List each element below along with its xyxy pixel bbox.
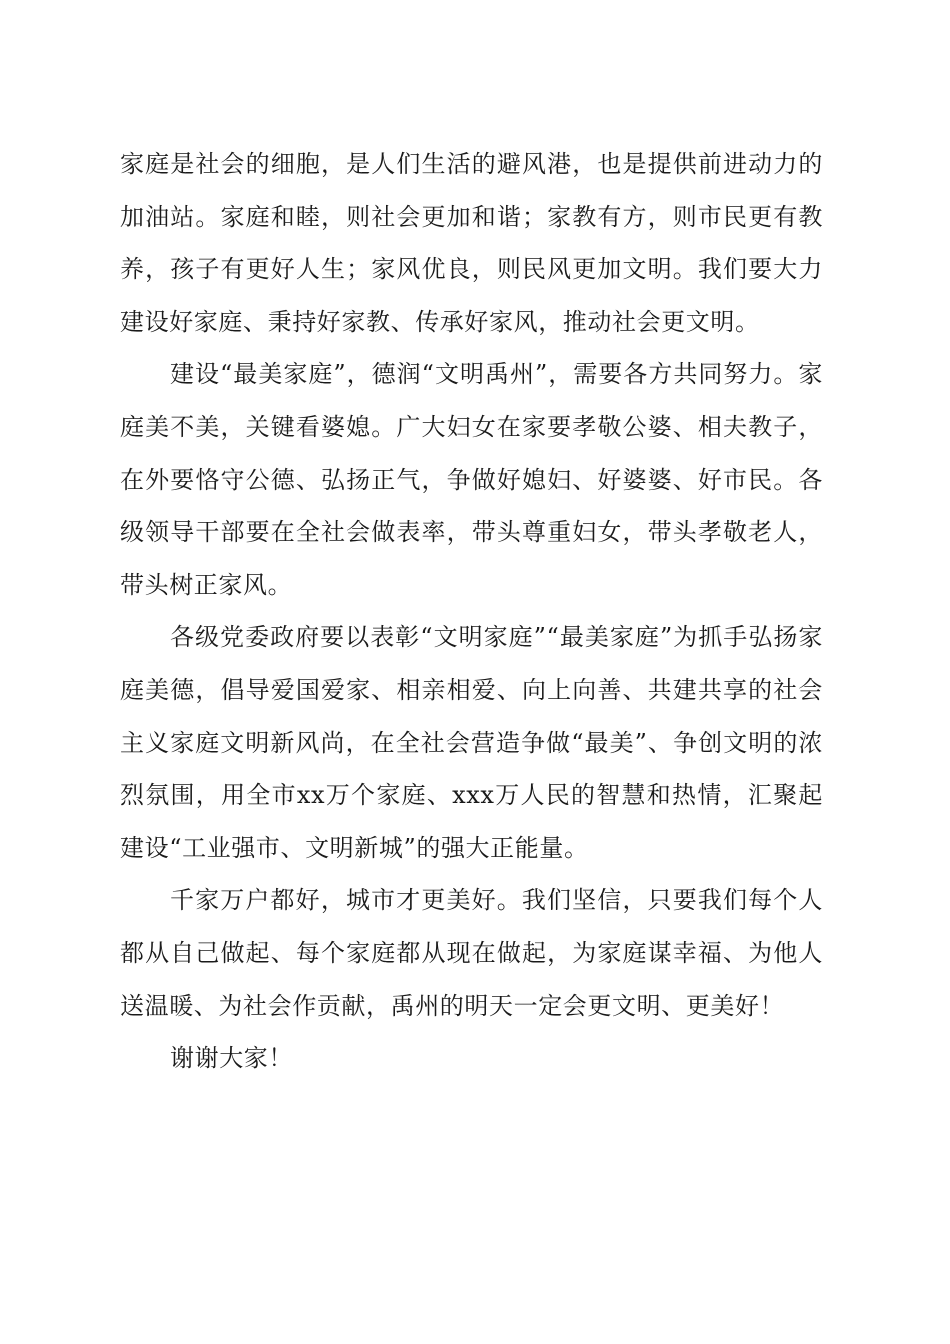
paragraph-every-household: 千家万户都好，城市才更美好。我们坚信，只要我们每个人都从自己做起、每个家庭都从现在做起，为家庭谋幸福、为他人送温暖、为社会作贡献，禹州的明天一定会更文明、更美好！ (120, 886, 823, 1020)
paragraph-family-cell: 家庭是社会的细胞，是人们生活的避风港，也是提供前进动力的加油站。家庭和睦，则社会更加和谐；家教有方，则市民更有教养，孩子有更好人生；家风优良，则民风更加文明。我们要大力建设好家庭、秉持好家教、传承好家风，推动社会更文明。 (120, 150, 823, 336)
paragraph-thanks: 谢谢大家！ (170, 1044, 293, 1073)
document-body (120, 138, 823, 1085)
paragraph-party-government: 各级党委政府要以表彰“文明家庭”“最美家庭”为抓手弘扬家庭美德，倡导爱国爱家、相亲相爱、向上向善、共建共享的社会主义家庭文明新风尚，在全社会营造争做“最美”、争创文明的浓烈氛围，用全市xx万个家庭、xxx万人民的智慧和热情，汇聚起建设“工业强市、文明新城”的强大正能量。 (120, 623, 823, 862)
paragraph-most-beautiful-family: 建设“最美家庭”，德润“文明禹州”，需要各方共同努力。家庭美不美，关键看婆媳。广大妇女在家要孝敬公婆、相夫教子，在外要恪守公德、弘扬正气，争做好媳妇、好婆婆、好市民。各级领导干部要在全社会做表率，带头尊重妇女，带头孝敬老人，带头树正家风。 (120, 360, 823, 599)
